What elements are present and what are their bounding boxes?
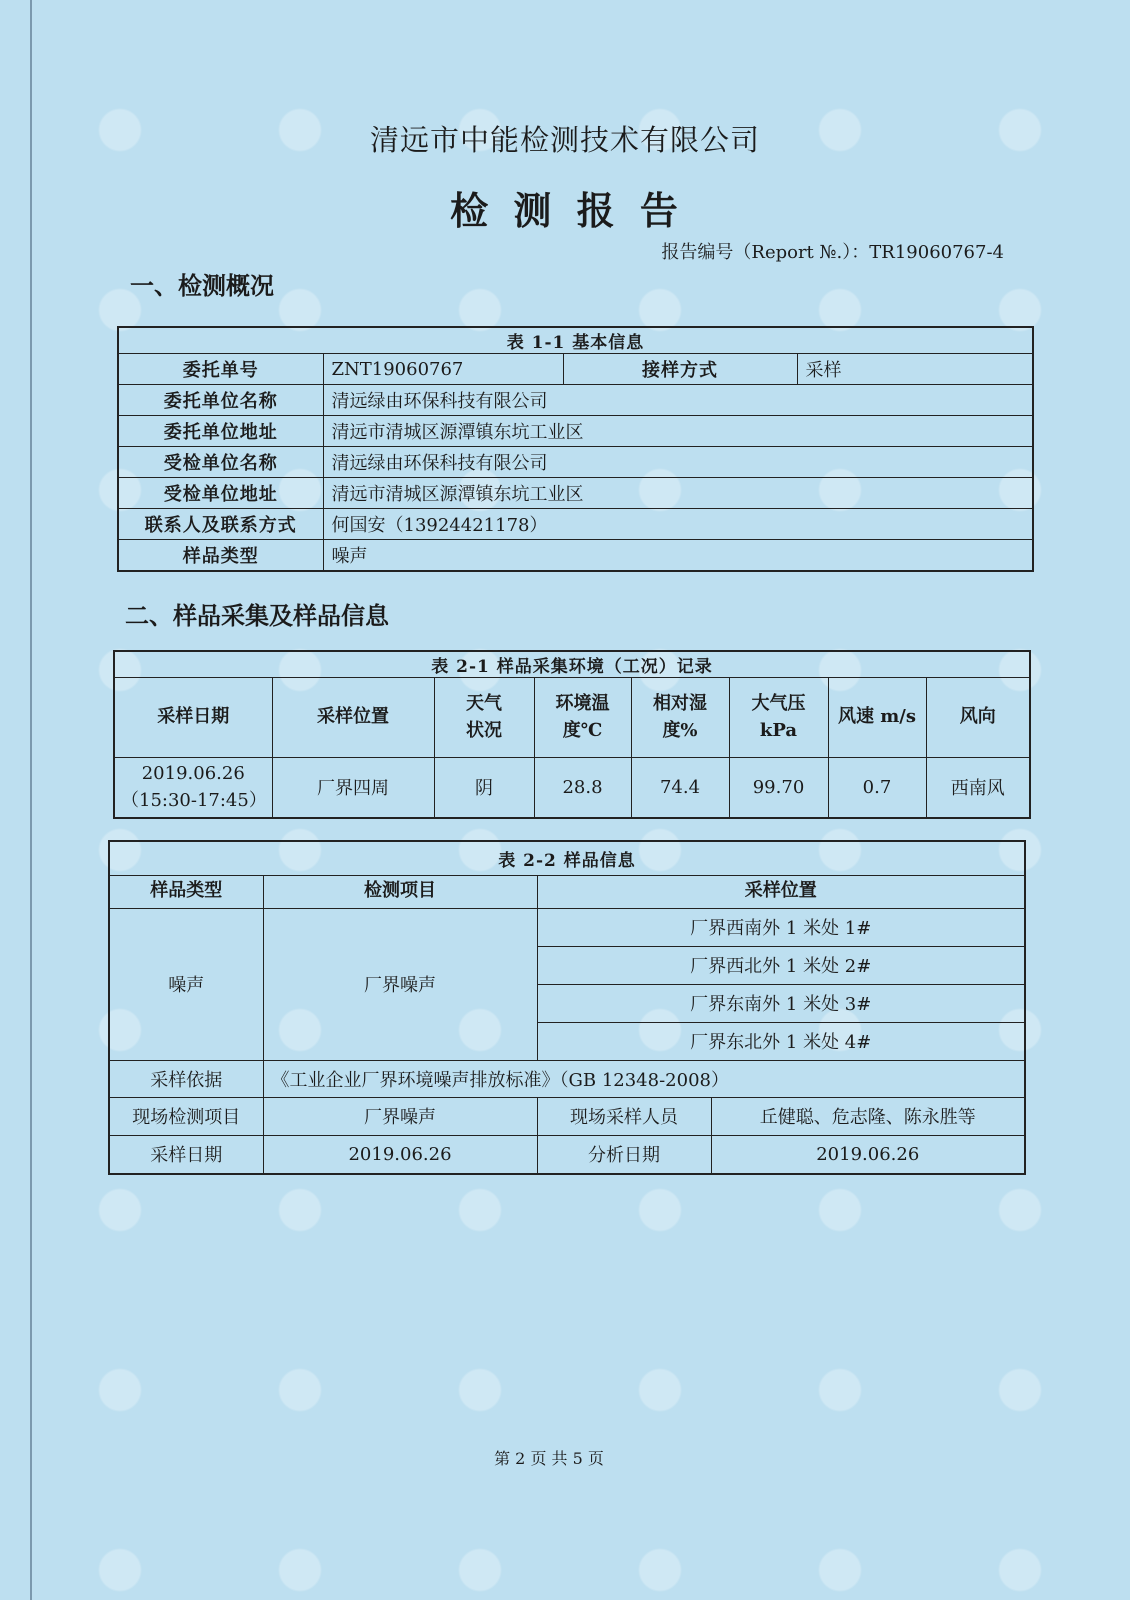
header-sample-type: 样品类型 xyxy=(109,875,263,908)
sampler-label: 现场采样人员 xyxy=(537,1097,711,1135)
header-weather xyxy=(434,678,534,758)
header-line: 采样日期 xyxy=(157,706,230,728)
basis-value: 《工业企业厂界环境噪声排放标准》（GB 12348-2008） xyxy=(263,1060,1025,1097)
header-line: 天气 xyxy=(466,693,502,715)
cell-test-item: 厂界噪声 xyxy=(263,908,537,1060)
report-number xyxy=(661,238,1004,264)
table-row xyxy=(118,509,1033,540)
cell-wind-speed: 0.7 xyxy=(828,758,926,818)
cell-humidity: 74.4 xyxy=(631,758,729,818)
cell-location: 厂界东南外 1 米处 3# xyxy=(537,984,1025,1022)
table-caption: 表 2-2 样品信息 xyxy=(109,841,1025,875)
cell-sampling-date xyxy=(114,758,272,818)
entrust-no-label: 委托单号 xyxy=(118,354,323,385)
header-line: 风速 m/s xyxy=(837,706,917,728)
row-value: 清远市清城区源潭镇东坑工业区 xyxy=(323,416,1033,447)
table-row xyxy=(118,385,1033,416)
header-line: 采样位置 xyxy=(317,706,389,728)
table-row xyxy=(114,758,1030,818)
table-caption: 表 1-1 基本信息 xyxy=(118,327,1033,354)
table-row xyxy=(118,416,1033,447)
row-label: 受检单位地址 xyxy=(118,478,323,509)
table-header-row xyxy=(114,678,1030,758)
field-item-value: 厂界噪声 xyxy=(263,1097,537,1135)
row-value: 噪声 xyxy=(323,540,1033,571)
header-test-item: 检测项目 xyxy=(263,875,537,908)
receive-method-label: 接样方式 xyxy=(563,354,797,385)
row-value: 清远绿由环保科技有限公司 xyxy=(323,385,1033,416)
table-row xyxy=(109,1060,1025,1097)
report-number-value: TR19060767-4 xyxy=(869,242,1004,263)
table-row xyxy=(118,478,1033,509)
header-pressure xyxy=(729,678,828,758)
header-line: 环境温 xyxy=(555,693,610,715)
header-sampling-location: 采样位置 xyxy=(537,875,1025,908)
row-label: 样品类型 xyxy=(118,540,323,571)
header-line: 大气压 xyxy=(751,693,806,715)
company-name: 清远市中能检测技术有限公司 xyxy=(369,123,760,157)
table-row xyxy=(109,908,1025,946)
row-label: 委托单位名称 xyxy=(118,385,323,416)
receive-method-value: 采样 xyxy=(797,354,1033,385)
header-wind-direction xyxy=(926,678,1030,758)
cell-sampling-location: 厂界四周 xyxy=(272,758,434,818)
cell-wind-direction: 西南风 xyxy=(926,758,1030,818)
table-caption-row xyxy=(114,651,1030,678)
paper-edge xyxy=(30,0,32,1600)
field-item-label: 现场检测项目 xyxy=(109,1097,263,1135)
cell-location: 厂界西北外 1 米处 2# xyxy=(537,946,1025,984)
header-wind-speed xyxy=(828,678,926,758)
header-line: 相对湿 xyxy=(653,693,707,715)
row-label: 联系人及联系方式 xyxy=(118,509,323,540)
table-header-row xyxy=(109,875,1025,908)
row-value: 清远绿由环保科技有限公司 xyxy=(323,447,1033,478)
section-2-heading: 二、样品采集及样品信息 xyxy=(125,601,389,630)
basis-label: 采样依据 xyxy=(109,1060,263,1097)
sampling-environment-table xyxy=(113,650,1031,819)
basic-info-table xyxy=(117,326,1034,572)
table-row xyxy=(109,1135,1025,1174)
cell-sample-type: 噪声 xyxy=(109,908,263,1060)
table-row xyxy=(109,1097,1025,1135)
cell-temperature: 28.8 xyxy=(534,758,631,818)
header-line: 度℃ xyxy=(562,719,603,741)
table-row xyxy=(118,540,1033,571)
table-row xyxy=(118,447,1033,478)
row-value: 清远市清城区源潭镇东坑工业区 xyxy=(323,478,1033,509)
report-number-label: 报告编号（Report №.）： xyxy=(661,242,870,263)
header-humidity xyxy=(631,678,729,758)
cell-location: 厂界东北外 1 米处 4# xyxy=(537,1022,1025,1060)
table-caption: 表 2-1 样品采集环境（工况）记录 xyxy=(114,651,1030,678)
header-sampling-date xyxy=(114,678,272,758)
cell-weather: 阴 xyxy=(434,758,534,818)
header-temperature xyxy=(534,678,631,758)
sampling-date-label: 采样日期 xyxy=(109,1135,263,1174)
sample-info-table xyxy=(108,840,1026,1175)
table-row xyxy=(118,354,1033,385)
analysis-date-value: 2019.06.26 xyxy=(711,1135,1025,1174)
cell-location: 厂界西南外 1 米处 1# xyxy=(537,908,1025,946)
header-line: 度% xyxy=(662,719,698,741)
entrust-no-value: ZNT19060767 xyxy=(323,354,563,385)
header-line: kPa xyxy=(759,719,798,741)
page-number: 第 2 页 共 5 页 xyxy=(494,1449,604,1468)
report-title: 检 测 报 告 xyxy=(450,188,684,233)
cell-pressure: 99.70 xyxy=(729,758,828,818)
header-sampling-location xyxy=(272,678,434,758)
table-caption-row xyxy=(118,327,1033,354)
sampler-value: 丘健聪、危志隆、陈永胜等 xyxy=(711,1097,1025,1135)
sampling-time: （15:30-17:45） xyxy=(121,790,267,812)
analysis-date-label: 分析日期 xyxy=(537,1135,711,1174)
row-label: 受检单位名称 xyxy=(118,447,323,478)
sampling-date-value: 2019.06.26 xyxy=(263,1135,537,1174)
section-1-heading: 一、检测概况 xyxy=(130,271,274,300)
table-caption-row xyxy=(109,841,1025,875)
sampling-date: 2019.06.26 xyxy=(141,763,245,785)
row-value: 何国安（13924421178） xyxy=(323,509,1033,540)
row-label: 委托单位地址 xyxy=(118,416,323,447)
header-line: 风向 xyxy=(959,706,996,728)
header-line: 状况 xyxy=(466,719,502,741)
